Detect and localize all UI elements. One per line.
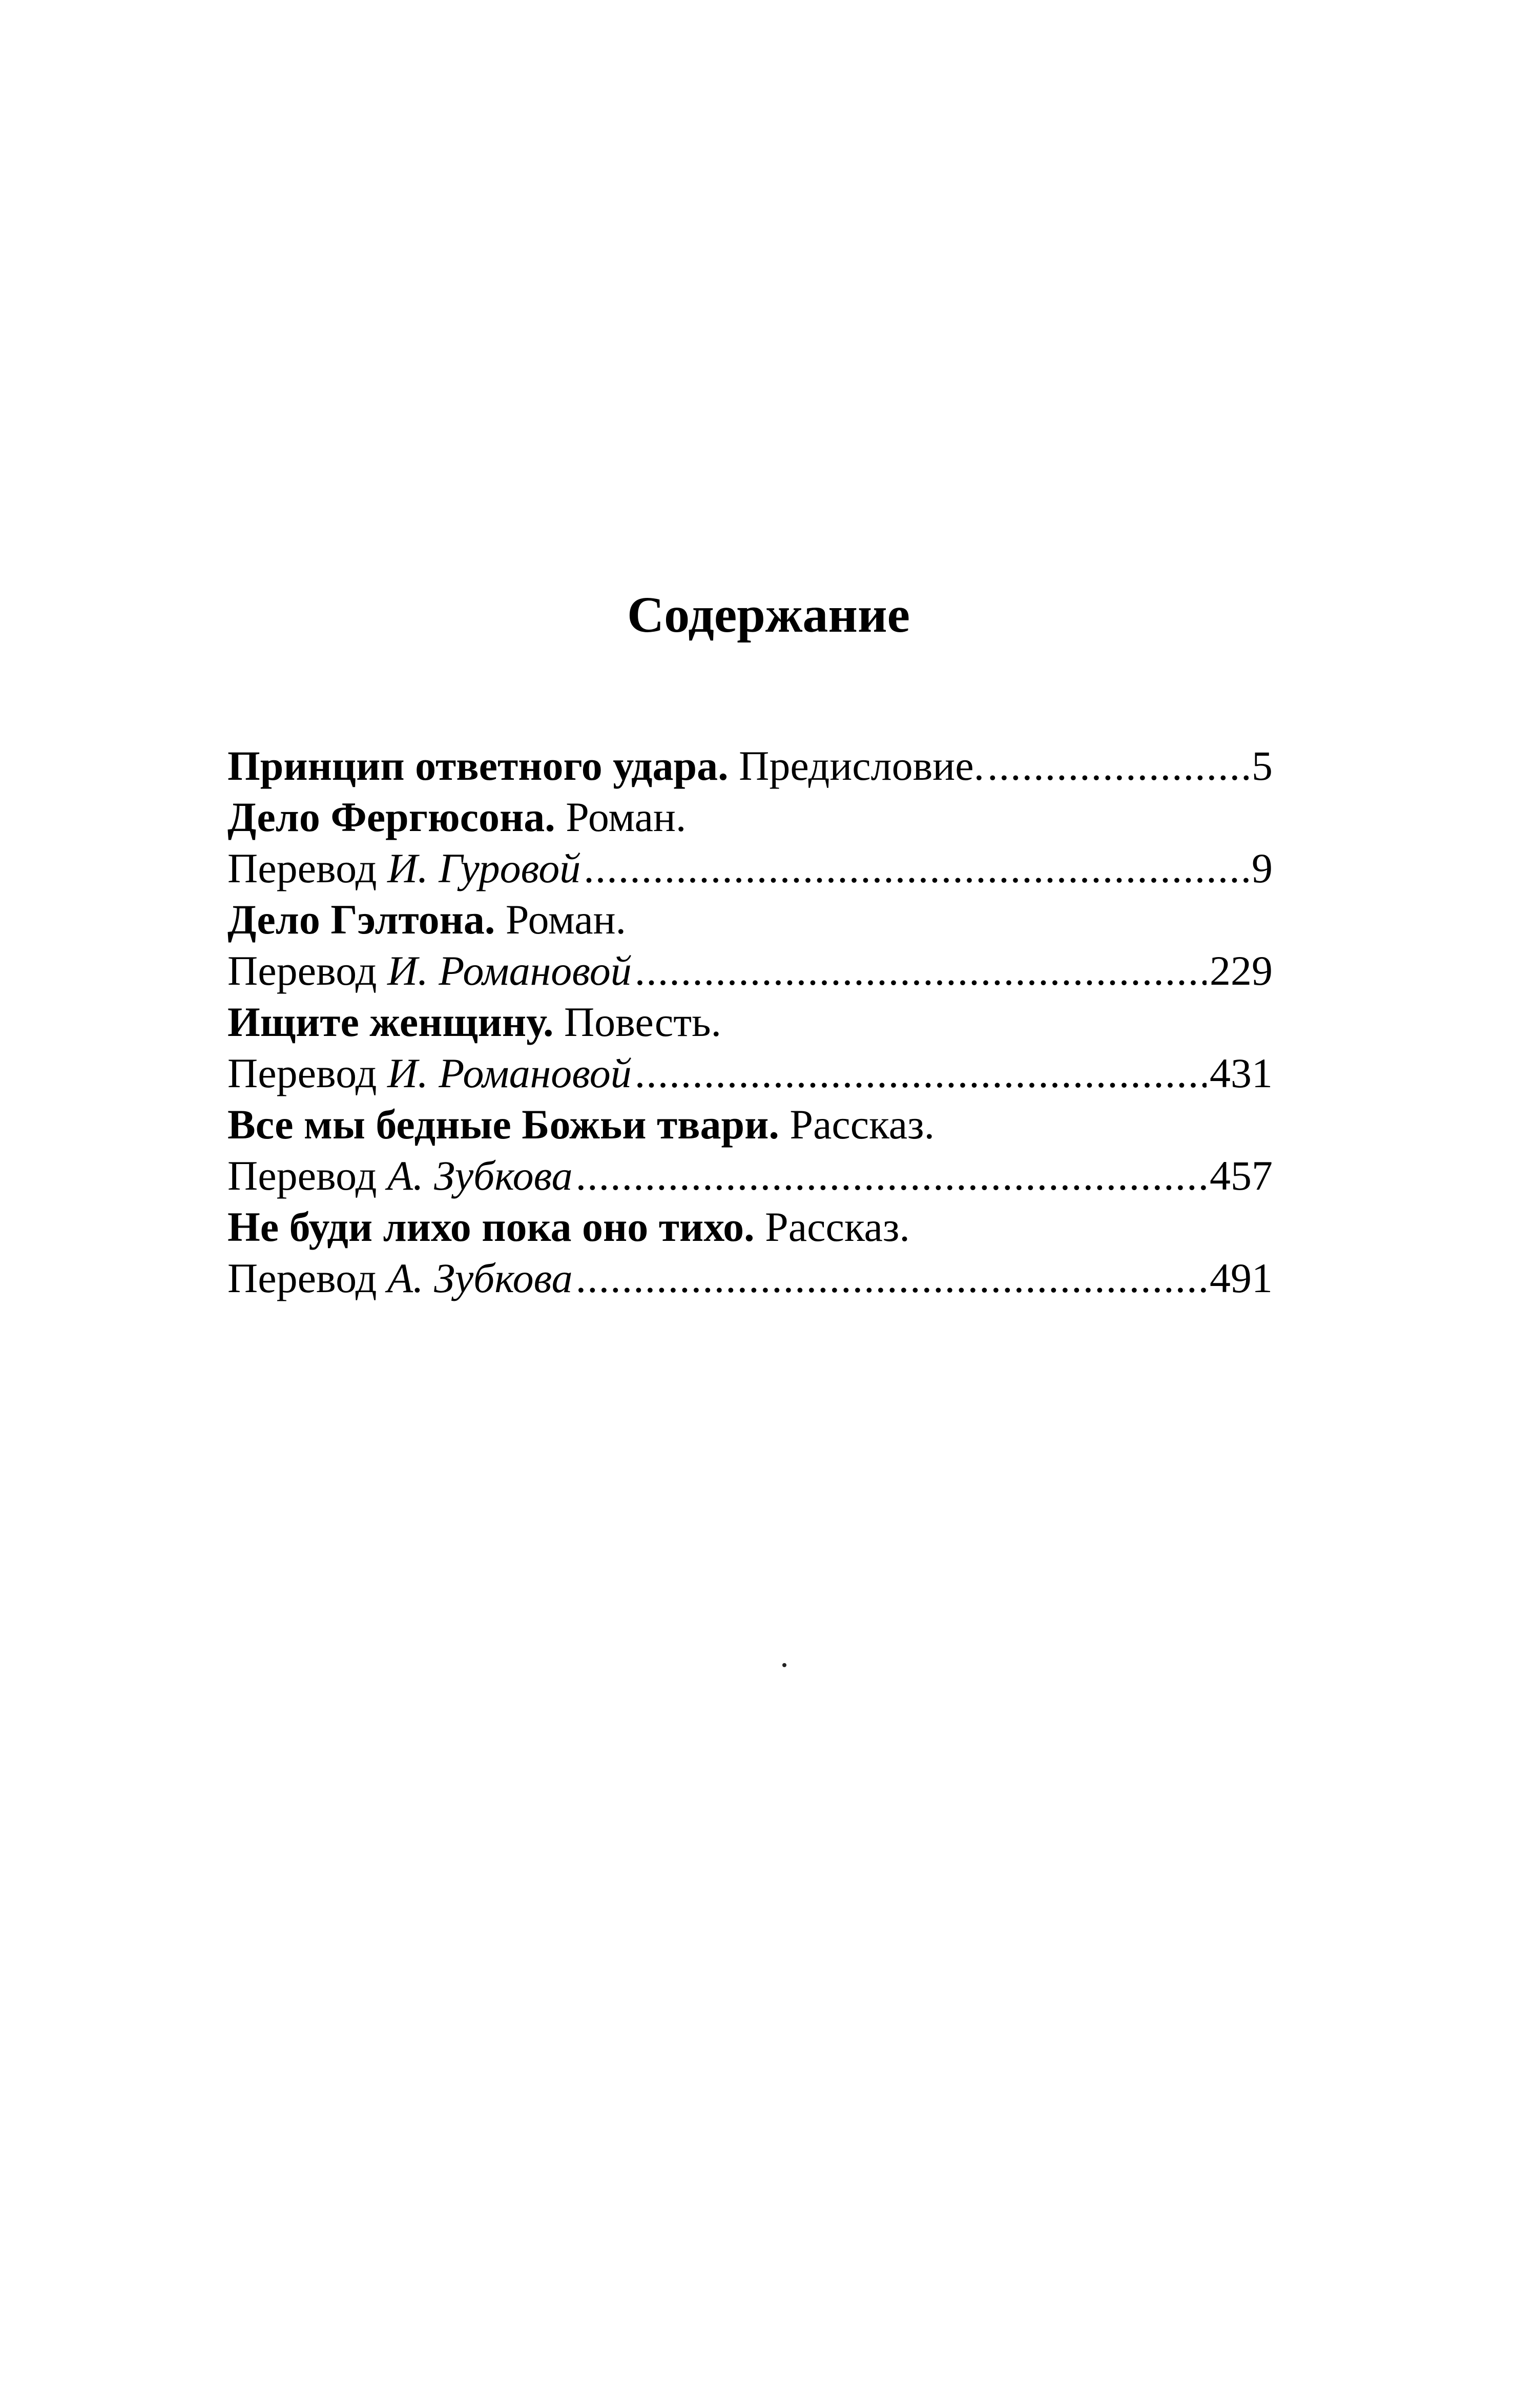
print-speck — [782, 1663, 786, 1667]
toc-entry-line — [227, 1201, 1303, 1253]
toc-entry-line — [227, 792, 1303, 843]
toc-entry-genre: Роман. — [566, 794, 687, 840]
translator-name: И. Романовой — [387, 947, 632, 994]
dot-leader — [635, 945, 1207, 997]
toc-entry-title: Дело Гэлтона. — [227, 896, 495, 943]
toc-translation-line — [227, 1150, 1303, 1201]
toc-page-number: 491 — [1210, 1255, 1273, 1301]
toc-entry-title: Дело Фергюсона. — [227, 794, 555, 840]
toc-translation-line — [227, 1048, 1303, 1099]
toc-entry-line — [227, 997, 1303, 1048]
translation-prefix: Перевод — [227, 1255, 377, 1301]
toc-translation-line — [227, 945, 1303, 997]
toc-translation-line — [227, 1253, 1303, 1304]
toc-translation-line — [227, 843, 1303, 894]
dot-leader — [576, 1150, 1207, 1201]
toc-entry-line — [227, 1099, 1303, 1150]
toc-entry-genre: Повесть. — [564, 999, 721, 1045]
translator-name: И. Гуровой — [387, 845, 581, 891]
translation-prefix: Перевод — [227, 1050, 377, 1096]
toc-entry-genre: Роман. — [505, 896, 626, 943]
toc-page-number: 229 — [1210, 947, 1273, 994]
translation-prefix: Перевод — [227, 947, 377, 994]
translator-name: А. Зубкова — [387, 1255, 573, 1301]
toc-entry-title: Принцип ответного удара. — [227, 742, 729, 789]
translation-prefix: Перевод — [227, 845, 377, 891]
toc-entry-title: Все мы бедные Божьи твари. — [227, 1101, 779, 1148]
toc-entry-genre: Рассказ. — [790, 1101, 935, 1148]
toc-entry-line — [227, 894, 1303, 945]
toc-entry-genre: Предисловие. — [739, 742, 985, 789]
toc-entry-title: Ищите женщину. — [227, 999, 554, 1045]
table-of-contents — [227, 740, 1303, 1304]
page-title: Содержание — [627, 586, 910, 643]
toc-entry-genre: Рассказ. — [765, 1203, 910, 1250]
toc-entry-title: Не буди лихо пока оно тихо. — [227, 1203, 755, 1250]
translator-name: А. Зубкова — [387, 1152, 573, 1199]
dot-leader — [576, 1253, 1207, 1304]
toc-page-number: 9 — [1252, 845, 1273, 891]
dot-leader — [584, 843, 1249, 894]
toc-page-number: 431 — [1210, 1050, 1273, 1096]
toc-page-number: 5 — [1252, 742, 1273, 789]
toc-entry-line — [227, 740, 1303, 792]
toc-page-number: 457 — [1210, 1152, 1273, 1199]
translator-name: И. Романовой — [387, 1050, 632, 1096]
dot-leader — [987, 740, 1249, 792]
translation-prefix: Перевод — [227, 1152, 377, 1199]
dot-leader — [635, 1048, 1207, 1099]
